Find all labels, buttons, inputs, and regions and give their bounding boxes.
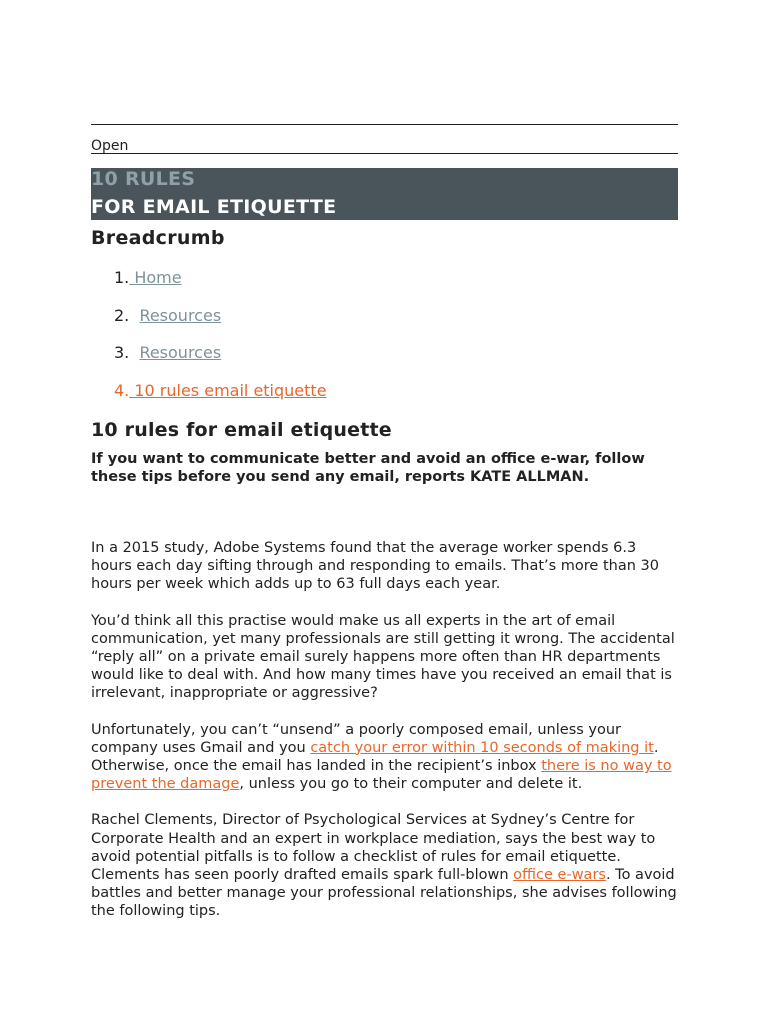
banner-title-line2: FOR EMAIL ETIQUETTE xyxy=(91,196,337,218)
link-office-e-wars[interactable]: office e-wars xyxy=(513,867,606,884)
menu-divider xyxy=(91,153,678,154)
paragraph-text: . To avoid battles and better manage your professional relationships, she advises following the following tips. xyxy=(91,867,677,920)
paragraph-text: Rachel Clements, Director of Psychological Services at Sydney’s Centre for Corporate Health and an expert in workplace mediation, says the best way to avoid potential pitfalls is to follow a checklist of rules for email etiquette. Clements has seen poorly drafted emails spark full-blown xyxy=(91,812,656,884)
page-content xyxy=(91,124,678,939)
breadcrumb-heading: Breadcrumb xyxy=(91,227,225,249)
article-paragraph-4 xyxy=(91,811,678,920)
article-paragraph-1: In a 2015 study, Adobe Systems found that the average worker spends 6.3 hours each day sifting through and responding to emails. That’s more than 30 hours per week which adds up to 63 full days each year. xyxy=(91,540,659,593)
page-banner xyxy=(91,168,678,220)
breadcrumb-item-home xyxy=(114,268,678,288)
paragraph-text: Unfortunately, you can’t “unsend” a poorly composed email, unless your company uses Gmail and you xyxy=(91,721,622,756)
breadcrumb-number: 4. xyxy=(114,380,130,400)
breadcrumb-link-home[interactable]: Home xyxy=(129,268,182,287)
banner-title-line1: 10 RULES xyxy=(91,168,196,190)
link-prevent-the-damage[interactable]: there is no way to prevent the damage xyxy=(91,758,672,793)
article-paragraph-2: You’d think all this practise would make us all experts in the art of email communication, yet many professionals are still getting it wrong. The accidental “reply all” on a private email surely happens more often than HR departments would like to deal with. And how many times have you received an email that is irrelevant, inappropriate or aggressive? xyxy=(91,612,675,702)
article-title: 10 rules for email etiquette xyxy=(91,419,392,441)
breadcrumb-item-resources xyxy=(114,306,678,326)
breadcrumb-link-resources-2[interactable]: Resources xyxy=(139,343,222,362)
breadcrumb xyxy=(91,268,678,401)
article-paragraph-3 xyxy=(91,721,678,794)
paragraph-text: , unless you go to their computer and delete it. xyxy=(239,776,583,793)
article-lede: If you want to communicate better and avoid an office e-war, follow these tips before you send any email, reports KATE ALLMAN. xyxy=(91,451,645,485)
breadcrumb-link-current[interactable]: 10 rules email etiquette xyxy=(129,380,327,400)
breadcrumb-number: 2. xyxy=(114,305,130,325)
link-catch-your-error[interactable]: catch your error within 10 seconds of making it xyxy=(310,739,654,756)
breadcrumb-number: 1. xyxy=(114,268,130,287)
paragraph-text: . Otherwise, once the email has landed in the recipient’s inbox xyxy=(91,739,659,775)
breadcrumb-item-current xyxy=(114,381,678,401)
breadcrumb-item-resources-2 xyxy=(114,343,678,363)
breadcrumb-number: 3. xyxy=(114,343,130,362)
open-menu-toggle[interactable]: Open xyxy=(91,138,129,154)
breadcrumb-link-resources[interactable]: Resources xyxy=(139,305,222,325)
